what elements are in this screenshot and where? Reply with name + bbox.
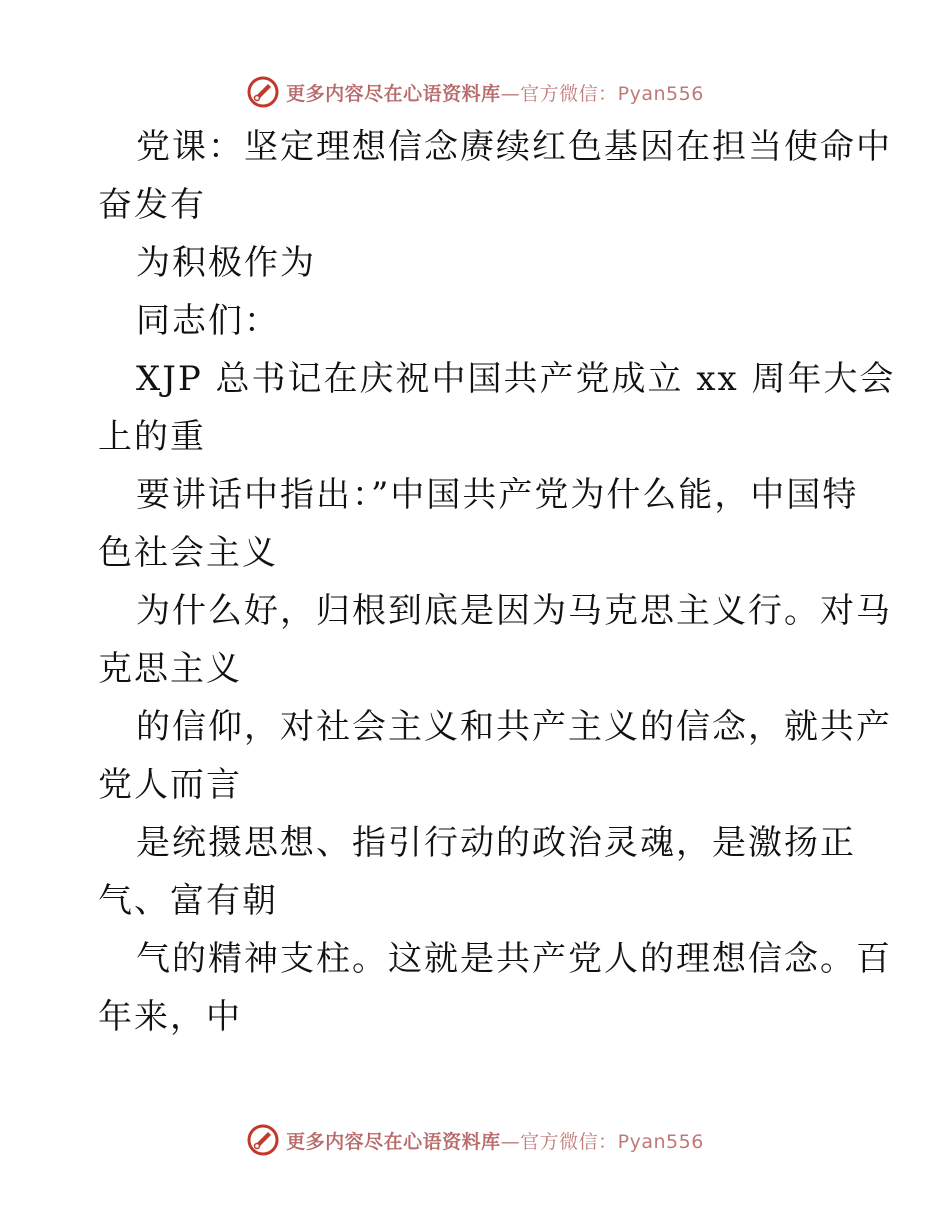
document-line: 克思主义 — [98, 649, 242, 689]
document-line: 为积极作为 — [136, 243, 316, 283]
document-body — [98, 118, 896, 1046]
document-line: 色社会主义 — [98, 533, 278, 573]
document-line: 是统摄思想、指引行动的政治灵魂，是激扬正 — [136, 823, 856, 863]
footer-banner-text — [286, 1127, 704, 1154]
document-line: 年来，中 — [98, 997, 242, 1037]
document-line: 气的精神支柱。这就是共产党人的理想信念。百 — [136, 939, 892, 979]
document-line: 气、富有朝 — [98, 881, 278, 921]
document-line: 的信仰，对社会主义和共产主义的信念，就共产 — [136, 707, 892, 747]
document-line: XJP 总书记在庆祝中国共产党成立 xx 周年大会 — [136, 359, 896, 399]
document-line: 为什么好，归根到底是因为马克思主义行。对马 — [136, 591, 892, 631]
document-line: 奋发有 — [98, 185, 206, 225]
footer-banner-main: 更多内容尽在心语资料库 — [286, 1130, 501, 1153]
footer-banner-contact: 官方微信：Pyan556 — [520, 1130, 704, 1153]
document-line: 要讲话中指出：”中国共产党为什么能，中国特 — [136, 475, 859, 515]
footer-banner — [0, 1120, 950, 1160]
header-banner-contact: 官方微信：Pyan556 — [520, 82, 704, 105]
header-banner-main: 更多内容尽在心语资料库 — [286, 82, 501, 105]
header-banner-separator: — — [500, 82, 521, 105]
brand-logo-icon — [246, 75, 280, 109]
header-banner — [0, 72, 950, 112]
document-line: 同志们： — [136, 301, 280, 341]
footer-banner-separator: — — [500, 1130, 521, 1153]
document-line: 上的重 — [98, 417, 206, 457]
document-line: 党课：坚定理想信念赓续红色基因在担当使命中 — [136, 127, 892, 167]
header-banner-text — [286, 79, 704, 106]
brand-logo-icon — [246, 1123, 280, 1157]
document-line: 党人而言 — [98, 765, 242, 805]
